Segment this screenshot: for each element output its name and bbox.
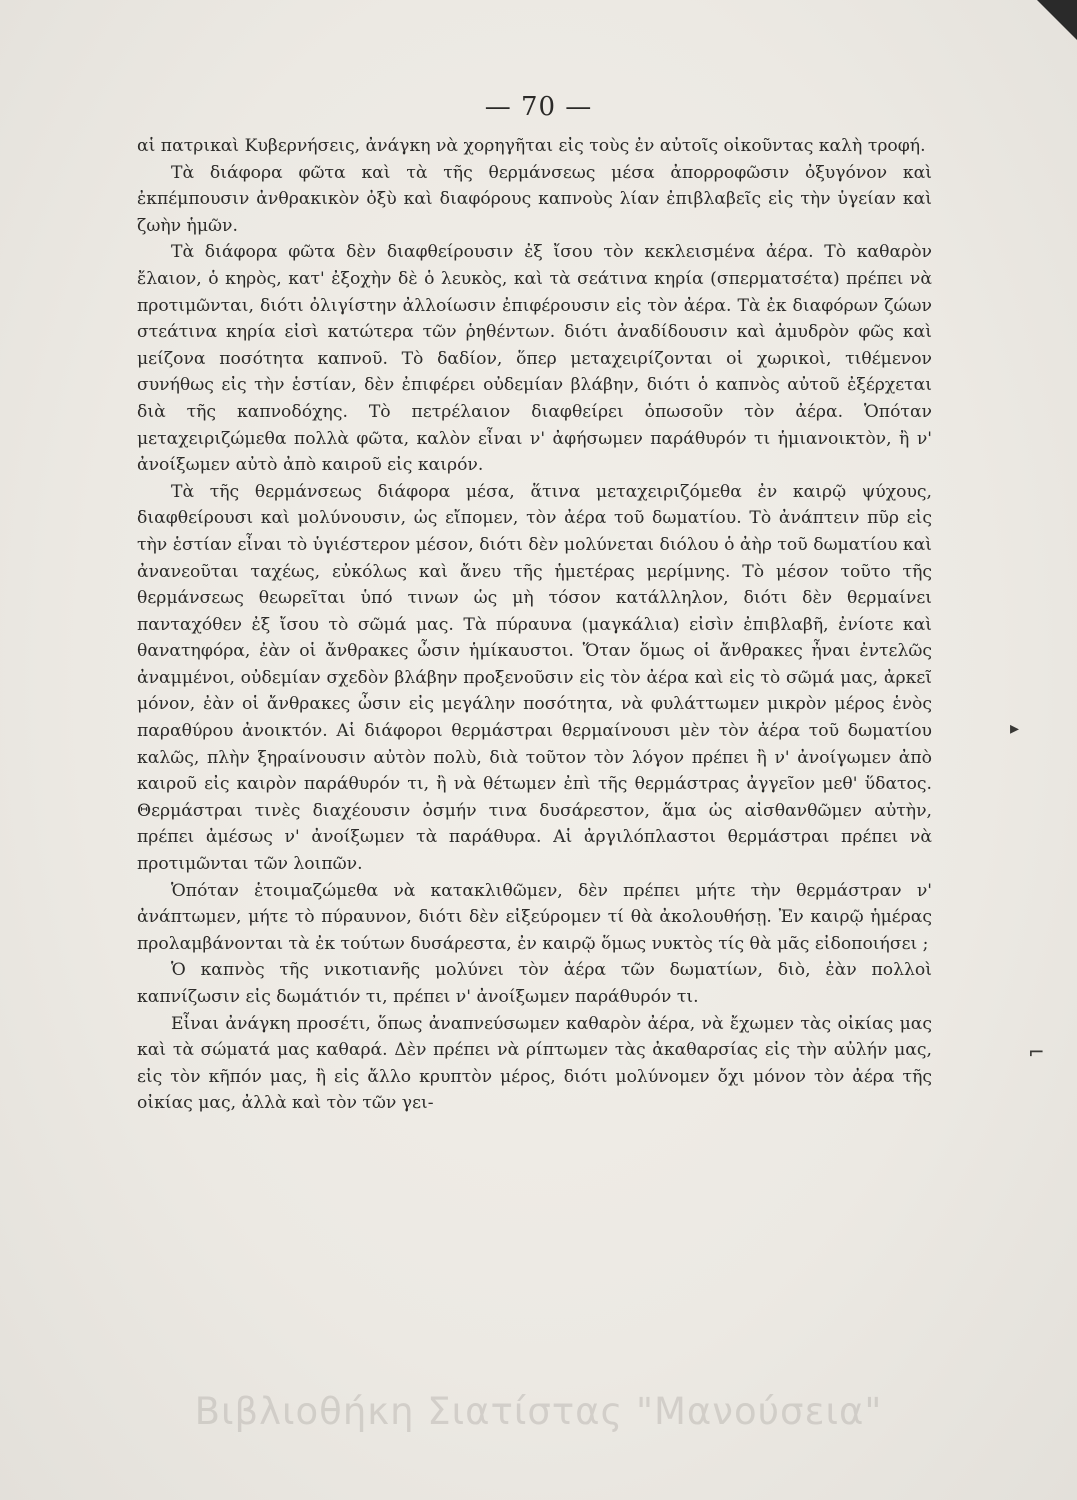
- margin-arrow-mark: ▸: [1010, 718, 1020, 739]
- page-number: — 70 —: [484, 92, 593, 122]
- paragraph-5: Ὁπόταν ἑτοιμαζώμεθα νὰ κατακλιθῶμεν, δὲν πρέπει μήτε τὴν θερμάστραν ν' ἀνάπτωμεν, μήτε τὸ πύραυνον, διότι δὲν εἰξεύρομεν τί θὰ ἀκολουθήσῃ. Ἐν καιρῷ ἡμέρας προλαμβάνονται τὰ ἐκ τούτων δυσάρεστα, ἐν καιρῷ ὅμως νυκτὸς τίς θὰ μᾶς εἰδοποιήσει ;: [137, 880, 932, 954]
- paragraph-6: Ὁ καπνὸς τῆς νικοτιανῆς μολύνει τὸν ἀέρα τῶν δωματίων, διὸ, ἐὰν πολλοὶ καπνίζωσιν εἰς δωμάτιόν τι, πρέπει ν' ἀνοίξωμεν παράθυρόν τι.: [137, 960, 932, 1007]
- paragraph-4: Τὰ τῆς θερμάνσεως διάφορα μέσα, ἅτινα μεταχειριζόμεθα ἐν καιρῷ ψύχους, διαφθείρουσι καὶ μολύνουσιν, ὡς εἴπομεν, τὸν ἀέρα τοῦ δωματίου. Τὸ ἀνάπτειν πῦρ εἰς τὴν ἑστίαν εἶναι τὸ ὑγιέστερον μέσον, διότι δὲν μολύνεται διόλου ὁ ἀὴρ τοῦ δωματίου καὶ ἀνανεοῦται ταχέως, εὐκόλως καὶ ἄνευ τῆς ἡμετέρας μερίμνης. Τὸ μέσον τοῦτο τῆς θερμάνσεως θεωρεῖται ὑπό τινων ὡς μὴ τόσον κατάλληλον, διότι δὲν θερμαίνει πανταχόθεν ἐξ ἴσου τὸ σῶμά μας. Τὰ πύραυνα (μαγκάλια) εἰσὶν ἐπιβλαβῆ, ἐνίοτε καὶ θανατηφόρα, ἐὰν οἱ ἄνθρακες ὦσιν ἡμίκαυστοι. Ὅταν ὅμως οἱ ἄνθρακες ἦναι ἐντελῶς ἀναμμένοι, οὐδεμίαν σχεδὸν βλάβην προξενοῦσιν εἰς τὸν ἀέρα καὶ εἰς τὸ σῶμά μας, ἀρκεῖ μόνον, ἐὰν οἱ ἄνθρακες ὦσιν εἰς μεγάλην ποσότητα, νὰ φυλάττωμεν μικρὸν μέρος ἑνὸς παραθύρου ἀνοικτόν. Αἱ διάφοροι θερμάστραι θερμαίνουσι μὲν τὸν ἀέρα τοῦ δωματίου καλῶς, πλὴν ξηραίνουσιν αὐτὸν πολὺ, διὰ τοῦτον τὸν λόγον πρέπει ἢ ν' ἀνοίγωμεν ἀπὸ καιροῦ εἰς καιρὸν παράθυρόν τι, ἢ νὰ θέτωμεν ἐπὶ τῆς θερμάστρας ἀγγεῖον μεθ' ὕδατος. Θερμάστραι τινὲς διαχέουσιν ὀσμήν τινα δυσάρεστον, ἅμα ὡς αἰσθανθῶμεν αὐτὴν, πρέπει ἀμέσως ν' ἀνοίξωμεν τὰ παράθυρα. Αἱ ἀργιλόπλαστοι θερμάστραι πρέπει νὰ προτιμῶνται τῶν λοιπῶν.: [137, 481, 932, 875]
- paragraph-1: αἱ πατρικαὶ Κυβερνήσεις, ἀνάγκη νὰ χορηγῆται εἰς τοὺς ἐν αὐτοῖς οἰκοῦντας καλὴ τροφή.: [137, 136, 926, 156]
- paragraph-2: Τὰ διάφορα φῶτα καὶ τὰ τῆς θερμάνσεως μέσα ἀπορροφῶσιν ὀξυγόνον καὶ ἐκπέμπουσιν ἀνθρακικὸν ὀξὺ καὶ διαφόρους καπνοὺς λίαν ἐπιβλαβεῖς εἰς τὴν ὑγείαν καὶ ζωὴν ἡμῶν.: [137, 162, 932, 236]
- paragraph-3: Τὰ διάφορα φῶτα δὲν διαφθείρουσιν ἐξ ἴσου τὸν κεκλεισμένα ἀέρα. Τὸ καθαρὸν ἔλαιον, ὁ κηρὸς, κατ' ἐξοχὴν δὲ ὁ λευκὸς, καὶ τὰ σεάτινα κηρία (σπερματσέτα) πρέπει νὰ προτιμῶνται, διότι ὀλιγίστην ἀλλοίωσιν ἐπιφέρουσιν εἰς τὸν ἀέρα. Τὰ ἐκ διαφόρων ζώων στεάτινα κηρία εἰσὶ κατώτερα τῶν ῥηθέντων. διότι ἀναδίδουσιν καὶ ἀμυδρὸν φῶς καὶ μείζονα ποσότητα καπνοῦ. Τὸ δαδίον, ὅπερ μεταχειρίζονται οἱ χωρικοὶ, τιθέμενον συνήθως εἰς τὴν ἑστίαν, δὲν ἐπιφέρει οὐδεμίαν βλάβην, διότι ὁ καπνὸς αὐτοῦ ἐξέρχεται διὰ τῆς καπνοδόχης. Τὸ πετρέλαιον διαφθείρει ὁπωσοῦν τὸν ἀέρα. Ὁπόταν μεταχειριζώμεθα πολλὰ φῶτα, καλὸν εἶναι ν' ἀφήσωμεν παράθυρόν τι ἡμιανοικτὸν, ἢ ν' ἀνοίξωμεν αὐτὸ ἀπὸ καιροῦ εἰς καιρόν.: [137, 242, 932, 476]
- margin-corner-mark: ⌐: [1028, 1040, 1045, 1064]
- library-watermark: Βιβλιοθήκη Σιατίστας "Μανούσεια": [194, 1390, 883, 1433]
- paragraph-7: Εἶναι ἀνάγκη προσέτι, ὅπως ἀναπνεύσωμεν καθαρὸν ἀέρα, νὰ ἔχωμεν τὰς οἰκίας μας καὶ τὰ σώματά μας καθαρά. Δὲν πρέπει νὰ ρίπτωμεν τὰς ἀκαθαρσίας εἰς τὴν αὐλήν μας, εἰς τὸν κῆπόν μας, ἢ εἰς ἄλλο κρυπτὸν μέρος, διότι μολύνομεν ὄχι μόνον τὸν ἀέρα τῆς οἰκίας μας, ἀλλὰ καὶ τὸν τῶν γει-: [137, 1013, 932, 1114]
- folded-corner: [1037, 0, 1077, 40]
- body-text: [137, 133, 932, 1117]
